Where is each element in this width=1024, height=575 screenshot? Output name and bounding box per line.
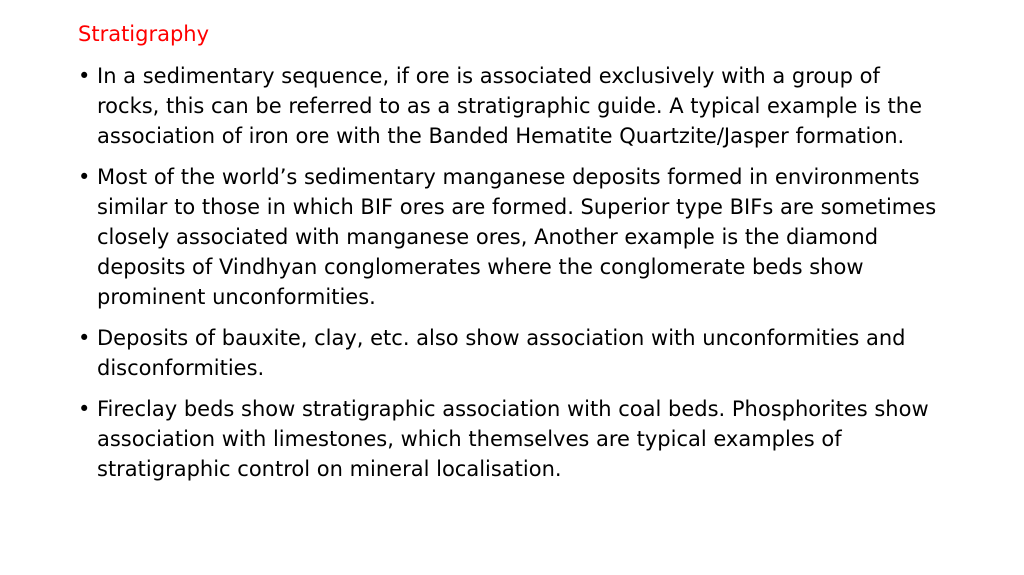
slide-heading: Stratigraphy [78,22,210,46]
bullet-item [78,61,944,151]
bullet-text: Fireclay beds show stratigraphic association with coal beds. Phosphorites show association with limestones, which themselves are typical examples of stratigraphic control on mineral localisation. [97,397,929,481]
bullet-text: Deposits of bauxite, clay, etc. also show association with unconformities and disconformities. [97,326,906,380]
bullet-icon: • [78,326,91,350]
bullet-text: In a sedimentary sequence, if ore is associated exclusively with a group of rocks, this can be referred to as a stratigraphic guide. A typical example is the association of iron ore with the Banded Hematite Quartzite/Jasper formation. [97,64,923,148]
bullet-text: Most of the world’s sedimentary manganese deposits formed in environments similar to those in which BIF ores are formed. Superior type BIFs are sometimes closely associated with manganese ores, Another example is the diamond deposits of Vindhyan conglomerates where the conglomerate beds show prominent unconformities. [97,165,937,309]
bullet-icon: • [78,165,91,189]
bullet-item [78,323,944,383]
bullet-icon: • [78,397,91,421]
bullet-icon: • [78,64,91,88]
bullet-item [78,162,944,312]
bullet-list [78,61,944,495]
bullet-item [78,394,944,484]
